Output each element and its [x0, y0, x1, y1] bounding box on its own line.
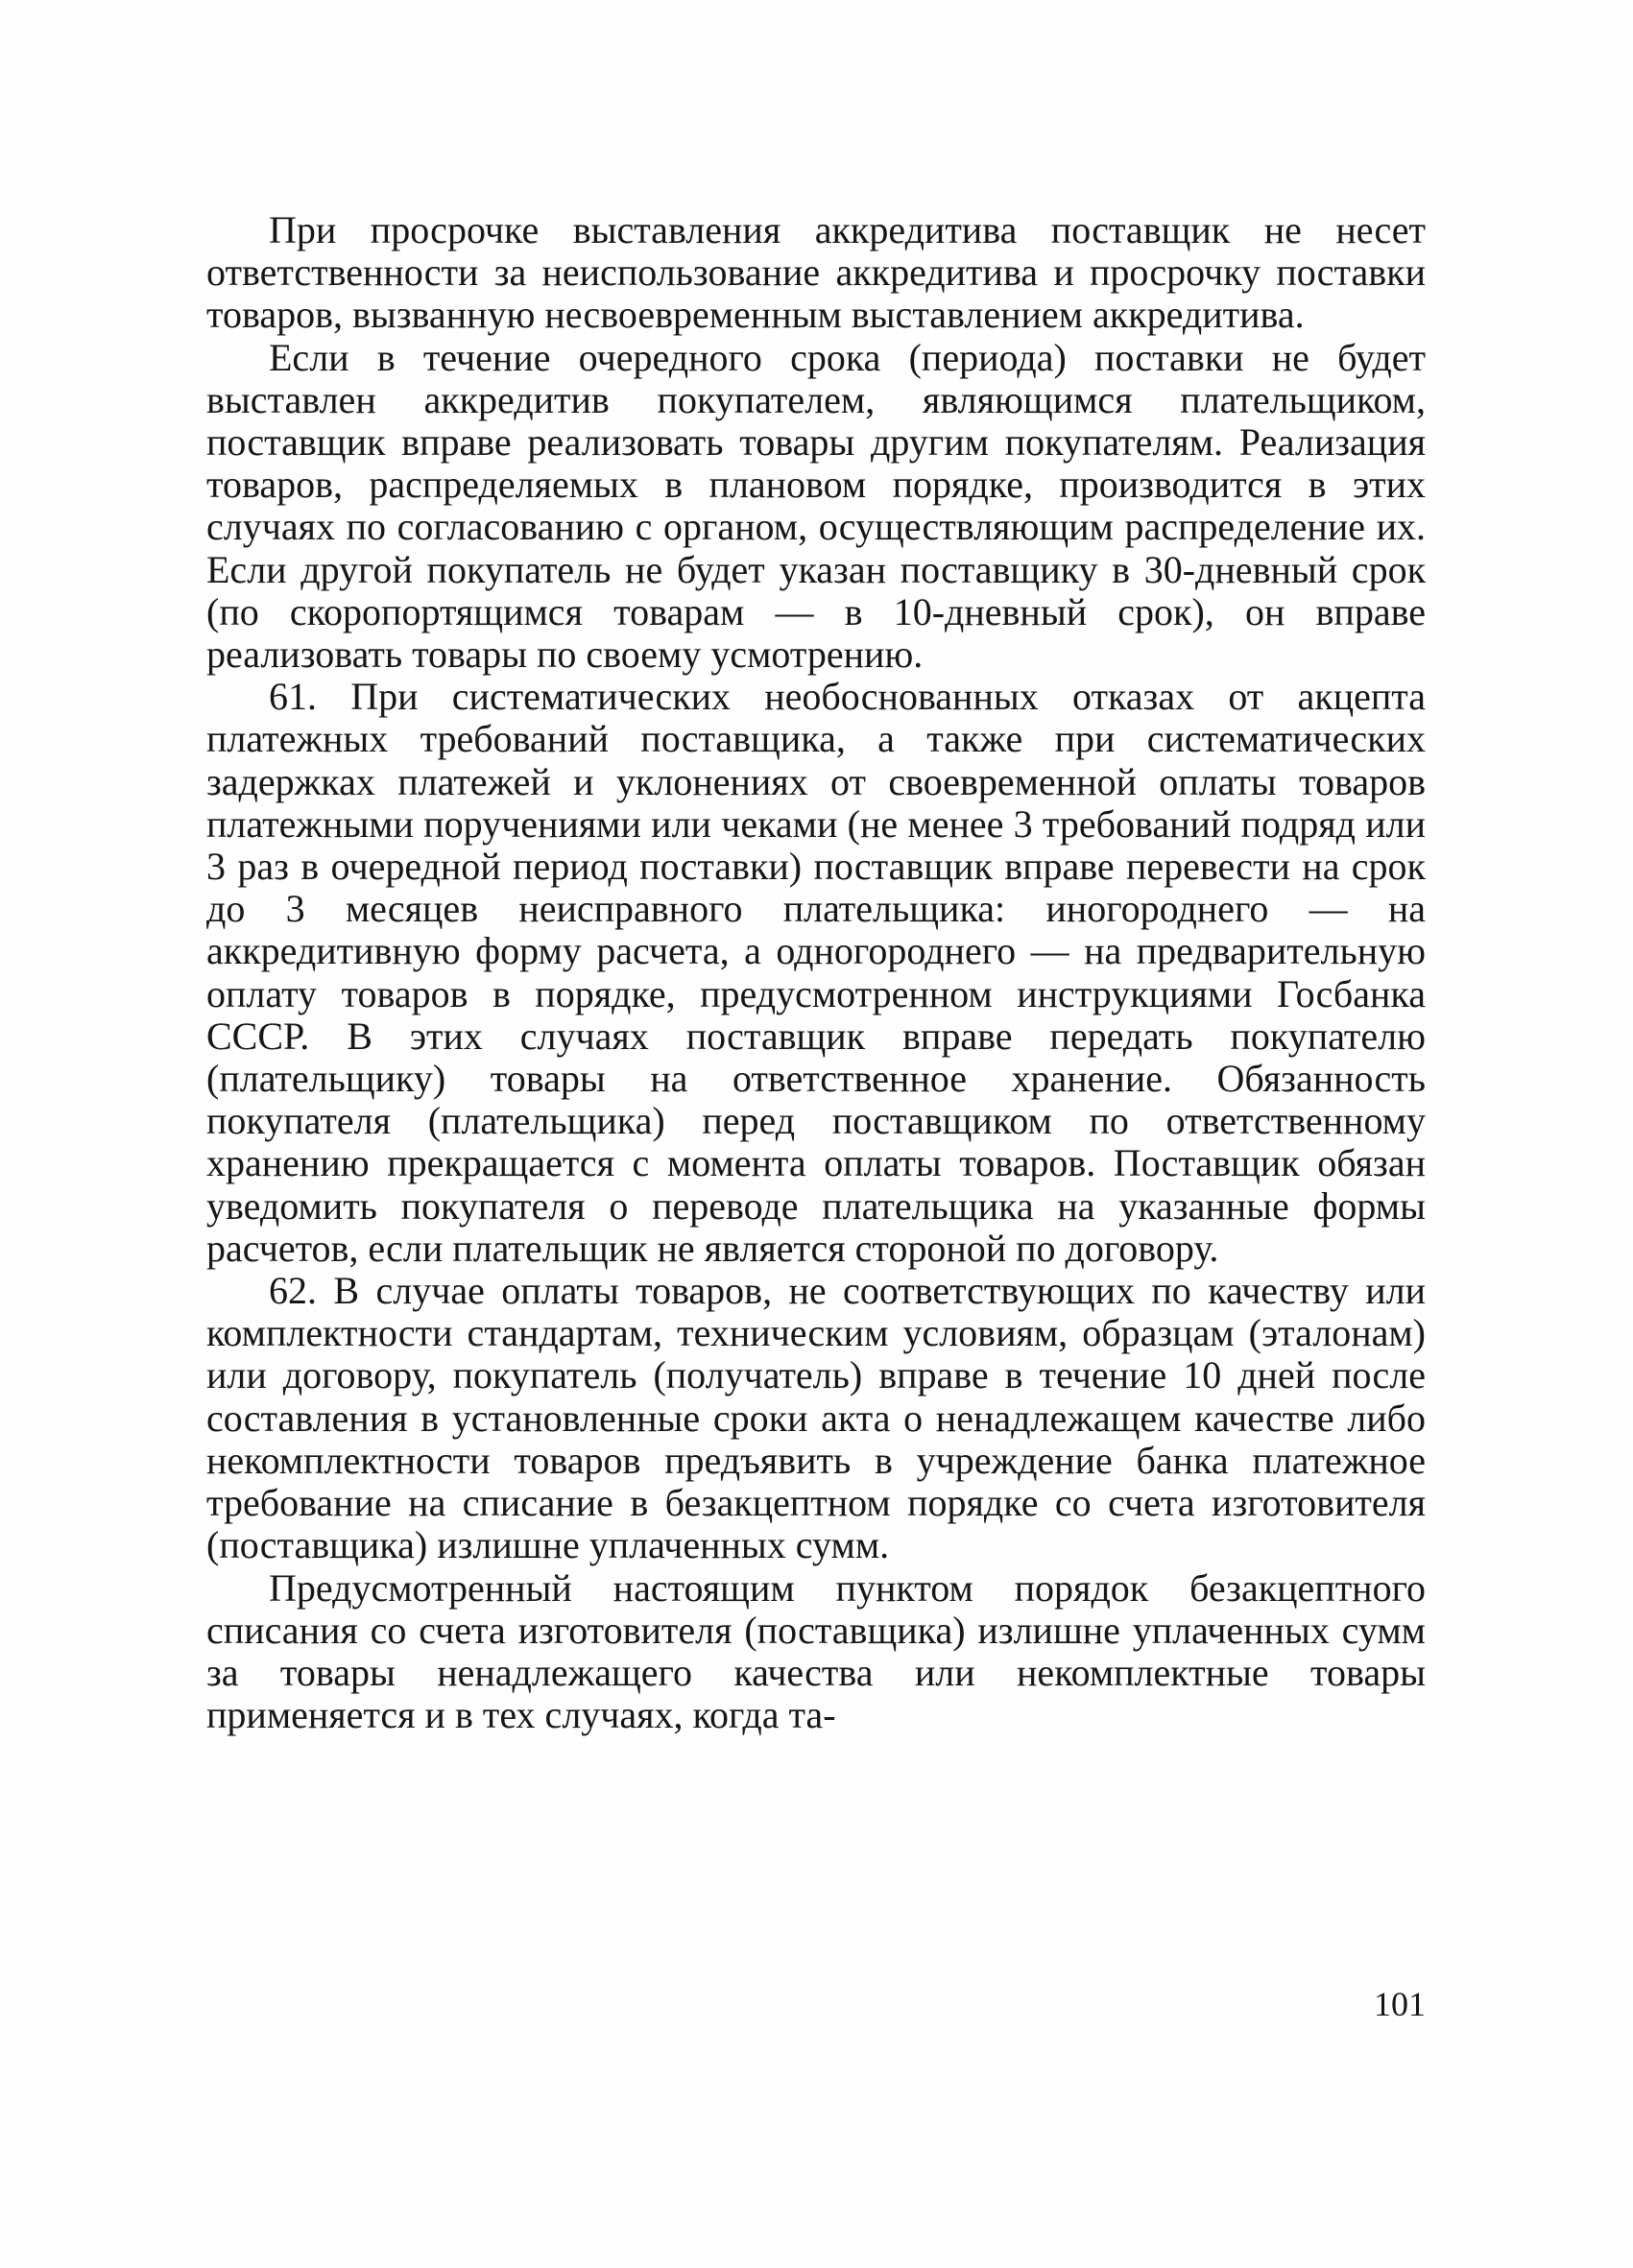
paragraph-clause-61: 61. При систематических необоснованных отказах от акцепта платежных требований поставщика, а также при систематических задержках платежей и уклонениях от своевременной оплаты товаров платежными поручениями или чеками (не менее 3 требований подряд или 3 раз в очередной период поставки) поставщик вправе перевести на срок до 3 месяцев неисправного плательщика: иногороднего — на аккредитивную форму расчета, а одногороднего — на предварительную оплату товаров в порядке, предусмотренном инструкциями Госбанка СССР. В этих случаях поставщик вправе передать покупателю (плательщику) товары на ответственное хранение. Обязанность покупателя (плательщика) перед поставщиком по ответственному хранению прекращается с момента оплаты товаров. Поставщик обязан уведомить покупателя о переводе плательщика на указанные формы расчетов, если плательщик не является стороной по договору. — [206, 675, 1426, 1270]
paragraph-clause-62: 62. В случае оплаты товаров, не соответствующих по качеству или комплектности стандартам, техническим условиям, образцам (эталонам) или договору, покупатель (получатель) вправе в течение 10 дней после составления в установленные сроки акта о ненадлежащем качестве либо некомплектности товаров предъявить в учреждение банка платежное требование на списание в безакцептном порядке со счета изготовителя (поставщика) излишне уплаченных сумм. — [206, 1269, 1426, 1567]
body-text — [206, 209, 1426, 1736]
paragraph-accreditive-delay: При просрочке выставления аккредитива поставщик не несет ответственности за неиспользование аккредитива и просрочку поставки товаров, вызванную несвоевременным выставлением аккредитива. — [206, 208, 1426, 337]
paragraph-clause-62-continued: Предусмотренный настоящим пунктом порядок безакцептного списания со счета изготовителя (поставщика) излишне уплаченных сумм за товары ненадлежащего качества или некомплектные товары применяется и в тех случаях, когда та- — [206, 1565, 1426, 1737]
paragraph-accreditive-not-issued: Если в течение очередного срока (периода) поставки не будет выставлен аккредитив покупателем, являющимся плательщиком, поставщик вправе реализовать товары другим покупателям. Реализация товаров, распределяемых в плановом порядке, производится в этих случаях по согласованию с органом, осуществляющим распределение их. Если другой покупатель не будет указан поставщику в 30-дневный срок (по скоропортящимся товарам — в 10-дневный срок), он вправе реализовать товары по своему усмотрению. — [206, 335, 1426, 677]
page-number: 101 — [1374, 1985, 1426, 2023]
